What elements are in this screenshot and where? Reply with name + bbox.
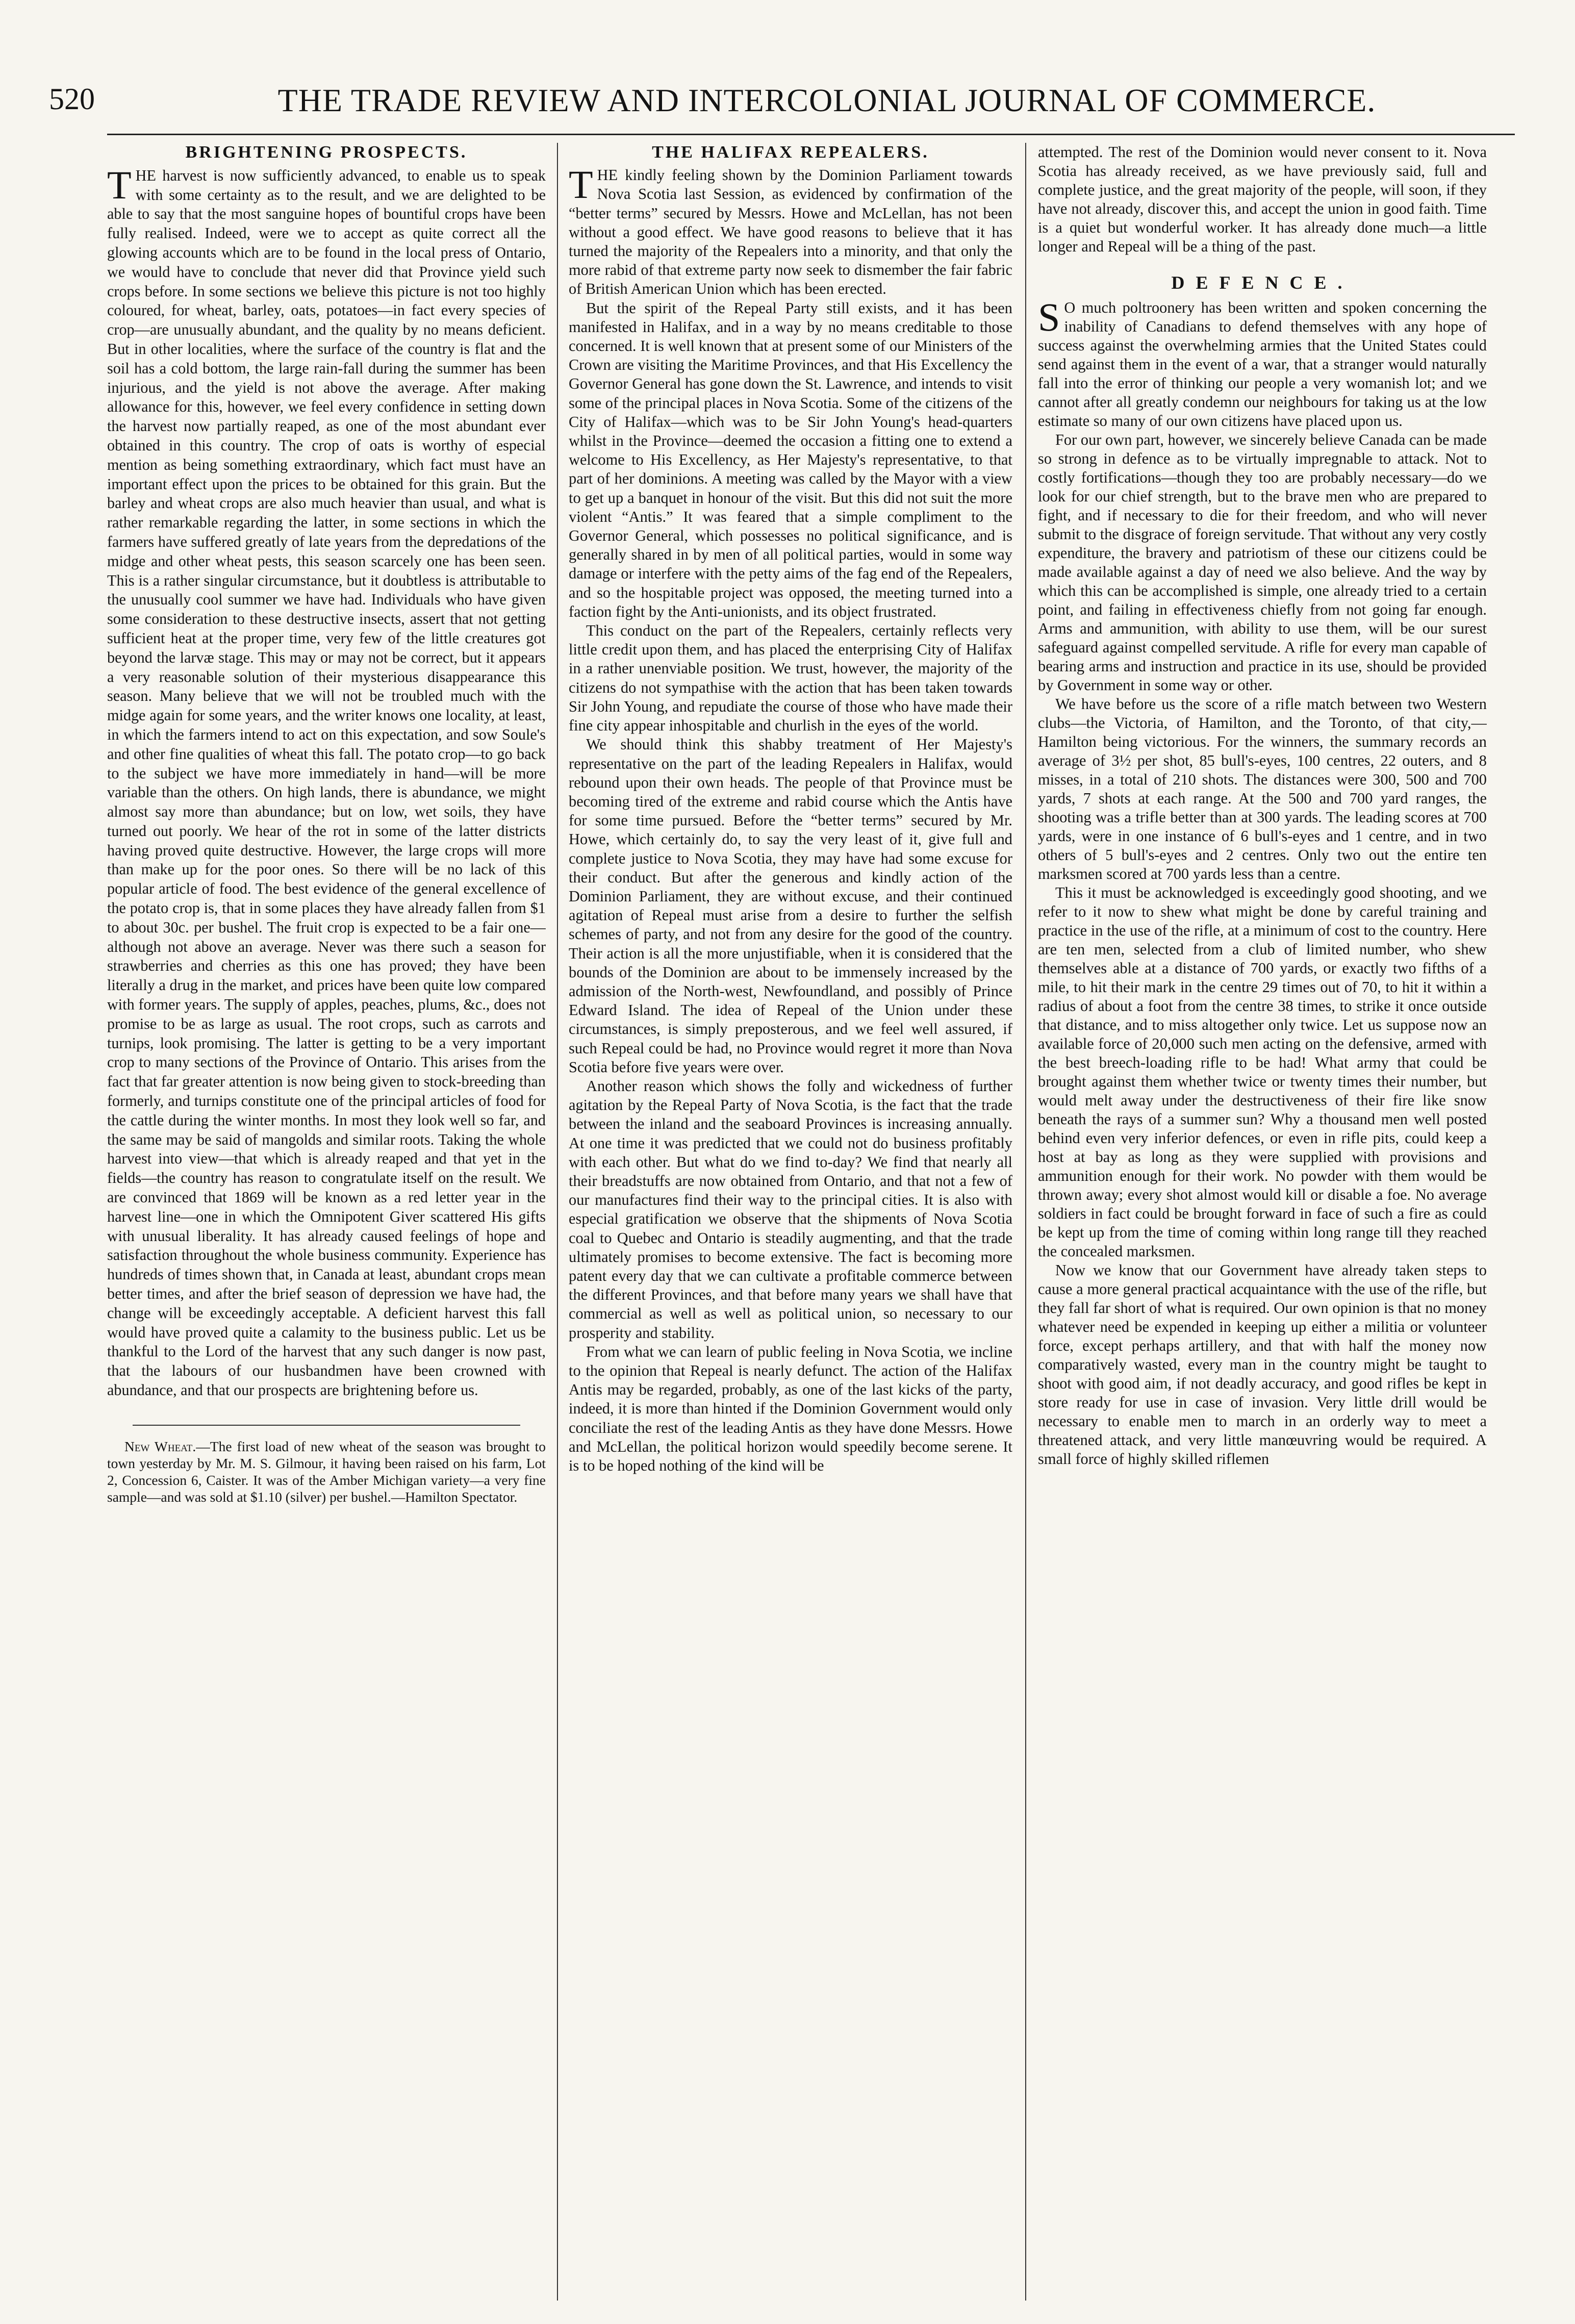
header-rule — [107, 134, 1515, 135]
article-paragraph: We have before us the score of a rifle match between two Western clubs—the Victoria, of Hamilton, and the Toronto, of that city,—Hamilton being victorious. For the winners, the summary records an average of 3½ per shot, 85 bull's-eyes, 100 centres, 22 outers, and 8 misses, in a total of 210 shots. The distances were 300, 500 and 700 yards, 7 shots at each range. At the 500 and 700 yard ranges, the shooting was a trifle better than at 300 yards. The leading scores at 700 yards, were in one instance of 6 bull's-eyes and 1 centre, and in two others of 5 bull's-eyes and 2 centres. Only two out the entire ten marksmen scored at 700 yards less than a centre. — [1038, 695, 1487, 882]
article-paragraph: S O much poltroonery has been written and spoken concerning the inability of Canadians to defend themselves with any hope of success against the overwhelming armies that the United States could send against them in the event of a war, that a stranger would naturally fall into the error of thinking our people a very womanish lot; and we cannot after all greatly condemn our neighbours for taking us at the low estimate so many of our own citizens have placed upon us. — [1038, 295, 1487, 430]
drop-cap: T — [569, 162, 593, 207]
note-text: —The first load of new wheat of the season was brought to town yesterday by Mr. M. S. Gilmour, it having been raised on his farm, Lot 2, Concession 6, Caister. It was of the Amber Michigan variety—a very fine sample—and was sold at $1.10 (silver) per bushel.—Hamilton Spectator. — [107, 1438, 546, 1505]
article-paragraph: THE harvest is now sufficiently advanced, to enable us to speak with some certainty as to the result, and we are delighted to be able to say that the most sanguine hopes of bountiful crops have been fully realised. Indeed, were we to accept as quite correct all the glowing accounts which are to be found in the local press of Ontario, we would have to conclude that never did that Province yield such crops before. In some sections we believe this picture is not too highly coloured, for wheat, barley, oats, potatoes—in fact every species of crop—are unusually abundant, and the quality by no means deficient. But in other localities, where the surface of the country is flat and the soil has a cold bottom, the large rain-fall during the summer has been injurious, and the yield is not above the average. After making allowance for this, however, we feel every confidence in setting down the harvest now partially reaped, as one of the most abundant ever obtained in this country. The crop of oats is worthy of especial mention as being something extraordinary, which fact must have an important effect upon the prices to be obtained for this grain. But the barley and wheat crops are also much heavier than usual, and what is rather remarkable regarding the latter, in some sections in which the farmers have suffered greatly of late years from the depredations of the midge and other wheat pests, this season scarcely one has been seen. This is a rather singular circumstance, but it doubtless is attributable to the unusually cool summer we have had. Individuals who have given some consideration to these destructive insects, assert that not getting sufficient heat at the proper time, very few of the little creatures got beyond the larvæ stage. This may or may not be correct, but it appears a very reasonable solution of their mysterious disappearance this season. Many believe that we will not be troubled much with the midge again for some years, and the writer knows one locality, at least, in which the farmers intend to act on this expectation, and sow Soule's and other fine qualities of wheat this fall. The potato crop—to go back to the subject we have more immediately in hand—will be more variable than the others. On high lands, there is abundance, we might almost say more than abundance; but on low, wet soils, they have turned out poorly. We hear of the rot in some of the latter districts having proved quite destructive. However, the large crops will more than make up for the poor ones. So there will be no lack of this popular article of food. The best evidence of the general excellence of the potato crop is, that in some places they have already fallen from $1 to about 30c. per bushel. The fruit crop is expected to be a fair one—although not above an average. Never was there such a season for strawberries and cherries as this one has proved; they have been literally a drug in the market, and prices have been quite low compared with former years. The supply of apples, peaches, plums, &c., does not promise to be as large as usual. The root crops, such as carrots and turnips, look promising. The latter is getting to be a very important crop to many sections of the Province of Ontario. This arises from the fact that far greater attention is now being given to stock-breeding than formerly, and turnips constitute one of the principal articles of food for the cattle during the winter months. In most they look well so far, and the same may be said of mangolds and similar roots. Taking the whole harvest into view—that which is already reaped and that yet in the fields—the country has reason to congratulate itself on the result. We are convinced that 1869 will be known as a red letter year in the harvest line—one in which the Omnipotent Giver scattered His gifts with unusual liberality. It has already caused feelings of hope and satisfaction throughout the whole business community. Experience has hundreds of times shown that, in Canada at least, abundant crops mean better times, and after the brief season of depression we have had, the change will be exceedingly acceptable. A deficient harvest this fall would have proved quite a calamity to the business public. Let us be thankful to the Lord of the harvest that any such danger is now past, that the labours of our husbandmen have been crowned with abundance, and that our prospects are brightening before us. — [107, 162, 546, 1399]
article-heading-halifax-repealers: THE HALIFAX REPEALERS. — [652, 143, 929, 162]
article-paragraph: But the spirit of the Repeal Party still exists, and it has been manifested in Halifax, and in a way by no means creditable to those concerned. It is well known that at present some of our Ministers of the Crown are visiting the Maritime Provinces, and that His Excellency the Governor General has gone down the St. Lawrence, and intends to visit some of the principal places in Nova Scotia. Some of the citizens of the City of Halifax—which was to be Sir John Young's head-quarters whilst in the Province—deemed the occasion a fitting one to extend a welcome to His Excellency, as Her Majesty's representative, to that part of her dominions. A meeting was called by the Mayor with a view to get up a banquet in honour of the visit. But this did not suit the more violent “Antis.” It was feared that a simple compliment to the Governor General, which possesses no political significance, and is generally shared in by men of all political parties, would in some way damage or interfere with the petty aims of the fag end of the Repealers, and so the hospitable project was opposed, the meeting turned into a faction fight by the Anti-unionists, and its object frustrated. — [569, 299, 1012, 620]
column-1 — [107, 143, 546, 2306]
article-paragraph: For our own part, however, we sincerely believe Canada can be made so strong in defence as to be virtually impregnable to attack. Not to costly fortifications—though they too are probably necessary—do we look for our chief strength, but to the brave men who are prepared to fight, and if necessary to die for their freedom, and who will never submit to the disgrace of foreign servitude. That without any very costly expenditure, the bravery and patriotism of these our citizens could be made available against a day of need we also believe. And the way by which this can be accomplished is simple, one already tried to a certain point, and failing in effectiveness chiefly from not going far enough. Arms and ammunition, with ability to use them, will be our surest safeguard against compelled servitude. A rifle for every man capable of bearing arms and instruction and practice in its use, should be provided by Government in some way or other. — [1038, 431, 1487, 694]
article-paragraph: We should think this shabby treatment of Her Majesty's representative on the part of the leading Repealers in Halifax, would rebound upon their own heads. The people of that Province must be becoming tired of the extreme and rabid course which the Antis have for some time pursued. Before the “better terms” secured by Mr. Howe, which certainly do, to say the very least of it, give full and complete justice to Nova Scotia, they may have had some excuse for their conduct. But after the generous and kindly action of the Dominion Parliament, they are without excuse, and their continued agitation of Repeal must arise from a desire to further the selfish schemes of party, and not from any desire for the good of the country. Their action is all the more unjustifiable, when it is considered that the bounds of the Dominion are about to be immensely increased by the admission of the North-west, Newfoundland, and possibly of Prince Edward Island. The idea of Repeal of the Union under these circumstances, is simply preposterous, and we feel well assured, if such Repeal could be had, no Province would regret it more than Nova Scotia before five years were over. — [569, 736, 1012, 1076]
page-header — [49, 82, 1528, 128]
news-note-new-wheat — [107, 1438, 546, 1505]
column-2 — [569, 143, 1012, 2306]
page-number: 520 — [49, 82, 95, 116]
column-3 — [1038, 143, 1487, 2306]
article-paragraph: This conduct on the part of the Repealers, certainly reflects very little credit upon them, and has placed the enterprising City of Halifax in a rather unenviable position. We trust, however, the majority of the citizens do not sympathise with the action that has been taken towards Sir John Young, and repudiate the course of those who have made their fine city appear inhospitable and churlish in the eyes of the world. — [569, 622, 1012, 735]
article-paragraph: From what we can learn of public feeling in Nova Scotia, we incline to the opinion that Repeal is nearly defunct. The action of the Halifax Antis may be regarded, probably, as one of the last kicks of the party, indeed, it is more than hinted if the Dominion Government would only conciliate the rest of the leading Antis as they have done Messrs. Howe and McLellan, the political horizon would speedily become serene. It is to be hoped nothing of the kind will be — [569, 1343, 1012, 1475]
column-divider — [557, 143, 558, 2301]
section-rule — [133, 1425, 520, 1426]
drop-cap: S — [1038, 295, 1060, 339]
column-divider — [1025, 143, 1026, 2301]
article-paragraph: THE kindly feeling shown by the Dominion Parliament towards Nova Scotia last Session, as evidenced by confirmation of the “better terms” secured by Messrs. Howe and McLellan, has not been without a good effect. We have good reasons to believe that it has turned the majority of the Repealers into a minority, and that only the more rabid of that extreme party now seek to dismember the fair fabric of British American Union which has been erected. — [569, 162, 1012, 298]
note-lead: New Wheat. — [124, 1438, 196, 1454]
article-heading-defence: DEFENCE. — [1171, 272, 1354, 293]
article-heading-brightening-prospects: BRIGHTENING PROSPECTS. — [185, 143, 468, 162]
article-paragraph-continued: attempted. The rest of the Dominion would never consent to it. Nova Scotia has already received, as we have previously said, full and complete justice, and the great majority of the people, will soon, if they have not already, discover this, and accept the union in good faith. Time is a quiet but wonderful worker. It has already done much—a little longer and Repeal will be a thing of the past. — [1038, 143, 1487, 255]
drop-cap: T — [107, 162, 132, 207]
article-paragraph: Now we know that our Government have already taken steps to cause a more general practical acquaintance with the use of the rifle, but they fall far short of what is required. Our own opinion is that no money whatever need be expended in keeping up either a militia or volunteer force, except perhaps artillery, and that with half the money now comparatively wasted, every man in the country might be taught to shoot with good aim, if not deadly accuracy, and good rifles be kept in store ready for use in case of invasion. Very little drill would be necessary to enable men to march in an orderly way to meet a threatened attack, and very little manœuvring would be required. A small force of highly skilled riflemen — [1038, 1261, 1487, 1468]
article-paragraph: This it must be acknowledged is exceedingly good shooting, and we refer to it now to shew what might be done by careful training and practice in the use of the rifle, at a minimum of cost to the country. Here are ten men, selected from a club of limited number, who shew themselves able at a distance of 700 yards, or exactly two fifths of a mile, to hit their mark in the centre 29 times out of 70, to hit it within a radius of about a foot from the centre 38 times, to strike it once outside that distance, and to miss altogether only twice. Let us suppose now an available force of 20,000 such men acting on the defensive, armed with the best breech-loading rifle to be had! What army that could be brought against them whether twice or twenty times their number, but would melt away under the destructiveness of their fire like snow beneath the rays of a summer sun? Why a thousand men well posted behind even very inferior defences, or even in rifle pits, could keep a host at bay as long as they were supplied with provisions and ammunition enough for their work. No powder with them would be thrown away; every shot almost would kill or disable a foe. No average soldiers in fact could be brought forward in face of such a fire as could be kept up from the time of coming within long range till they reached the concealed marksmen. — [1038, 884, 1487, 1260]
running-title: THE TRADE REVIEW AND INTERCOLONIAL JOURNAL OF COMMERCE. — [277, 82, 1376, 118]
article-paragraph: Another reason which shows the folly and wickedness of further agitation by the Repeal Party of Nova Scotia, is the fact that the trade between the inland and the seaboard Provinces is increasing annually. At one time it was predicted that we could not do business profitably with each other. But what do we find to-day? We find that nearly all their breadstuffs are now obtained from Ontario, and that not a few of our manufactures find their way to the principal cities. It is also with especial gratification we observe that the shipments of Nova Scotia coal to Quebec and Ontario is steadily augmenting, and that the trade ultimately promises to become extensive. The fact is becoming more patent every day that we can cultivate a profitable commerce between the different Provinces, and that before many years we shall have that commercial as well as well as political union, so necessary to our prosperity and stability. — [569, 1077, 1012, 1342]
